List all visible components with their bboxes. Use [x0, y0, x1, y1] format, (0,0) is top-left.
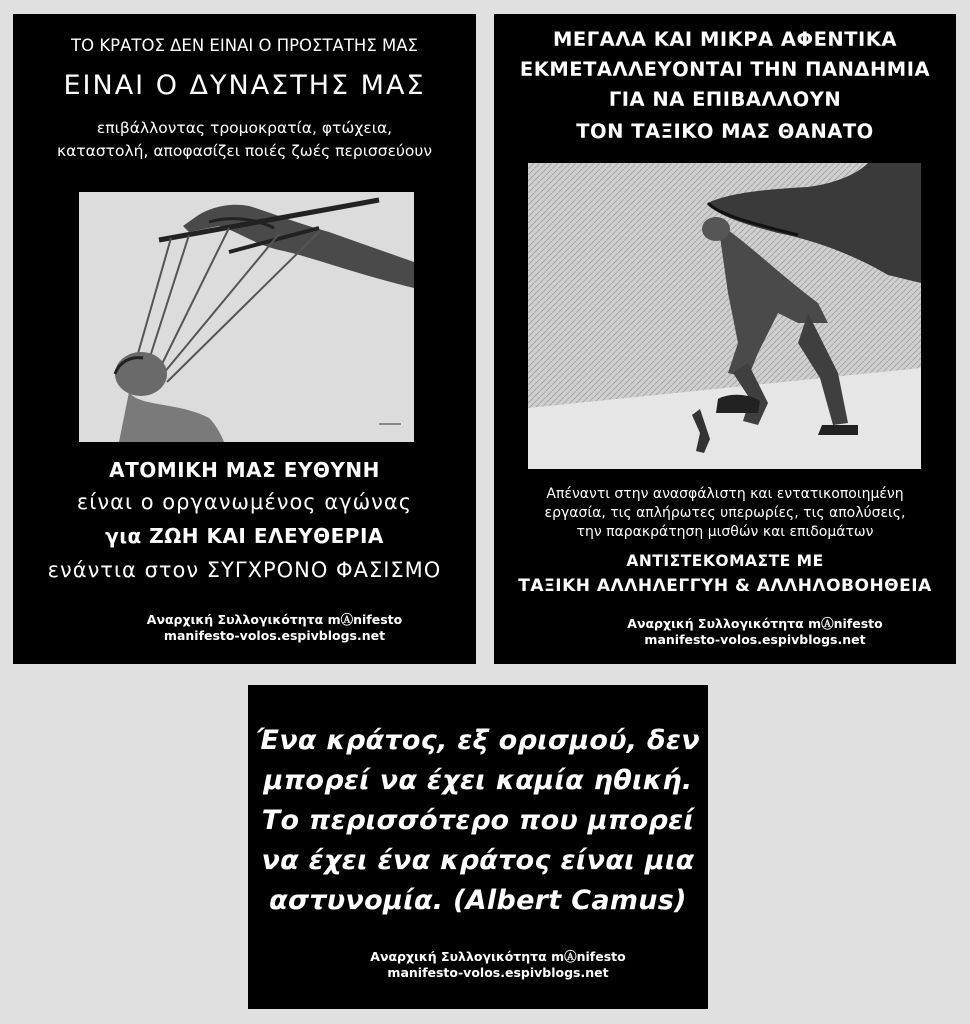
headline-small: ΤΟ ΚΡΑΤΟΣ ΔΕΝ ΕΙΝΑΙ Ο ΠΡΟΣΤΑΤΗΣ ΜΑΣ — [71, 36, 418, 55]
subheadline-line-1: επιβάλλοντας τρομοκρατία, φτώχεια, — [96, 119, 393, 137]
quote-line-2: μπορεί να έχει καμία ηθική. — [263, 765, 693, 796]
headline-line-2: ΕΚΜΕΤΑΛΛΕΥΟΝΤΑΙ ΤΗΝ ΠΑΝΔΗΜΙΑ — [519, 58, 931, 81]
poster-state-oppressor — [13, 14, 476, 664]
body-line-3: για ΖΩΗ ΚΑΙ ΕΛΕΥΘΕΡΙΑ — [105, 524, 384, 548]
body-line-2: εργασία, τις απλήρωτες υπερωρίες, τις απολύσεις, — [544, 505, 906, 521]
quote-line-4: να έχει ένα κράτος είναι μια — [261, 845, 695, 876]
headline-line-1: ΜΕΓΑΛΑ ΚΑΙ ΜΙΚΡΑ ΑΦΕΝΤΙΚΑ — [553, 28, 897, 51]
body-line-1: ΑΤΟΜΙΚΗ ΜΑΣ ΕΥΘΥΝΗ — [109, 458, 380, 482]
body-line-2: είναι ο οργανωμένος αγώνας — [76, 490, 413, 514]
poster-bosses-pandemic — [494, 14, 956, 664]
url-text: manifesto-volos.espivblogs.net — [387, 965, 609, 980]
poster-camus-quote — [248, 685, 708, 1009]
signature: Αναρχική Συλλογικότητα mⒶnifesto — [370, 949, 626, 964]
signature: Αναρχική Συλλογικότητα mⒶnifesto — [146, 612, 403, 627]
body-line-1: Απέναντι στην ανασφάλιστη και εντατικοποιημένη — [546, 486, 904, 502]
call-line-1: ΑΝΤΙΣΤΕΚΟΜΑΣΤΕ ΜΕ — [626, 552, 824, 570]
headline-line-3: ΓΙΑ ΝΑ ΕΠΙΒΑΛΛΟΥΝ — [608, 88, 842, 111]
headline-big: ΕΙΝΑΙ Ο ΔΥΝΑΣΤΗΣ ΜΑΣ — [63, 70, 426, 101]
call-line-2: ΤΑΞΙΚΗ ΑΛΛΗΛΕΓΓΥΗ & ΑΛΛΗΛΟΒΟΗΘΕΙΑ — [518, 576, 932, 596]
quote-line-3: Το περισσότερο που μπορεί — [261, 805, 695, 836]
body-line-4: ενάντια στον ΣΥΓΧΡΟΝΟ ΦΑΣΙΣΜΟ — [47, 558, 442, 582]
quote-line-5: αστυνομία. (Albert Camus) — [269, 885, 687, 916]
signature: Αναρχική Συλλογικότητα mⒶnifesto — [627, 616, 883, 631]
headline-line-4: ΤΟΝ ΤΑΞΙΚΟ ΜΑΣ ΘΑΝΑΤΟ — [576, 120, 874, 143]
puppet-hand-illustration — [79, 192, 414, 442]
quote-line-1: Ένα κράτος, εξ ορισμού, δεν — [256, 725, 700, 756]
boot-crushing-workers-illustration — [528, 163, 921, 469]
url-text: manifesto-volos.espivblogs.net — [163, 628, 386, 643]
body-line-3: την παρακράτηση μισθών και επιδομάτων — [576, 524, 874, 540]
subheadline-line-2: καταστολή, αποφασίζει ποιές ζωές περισσεύουν — [56, 142, 433, 160]
url-text: manifesto-volos.espivblogs.net — [644, 632, 866, 647]
